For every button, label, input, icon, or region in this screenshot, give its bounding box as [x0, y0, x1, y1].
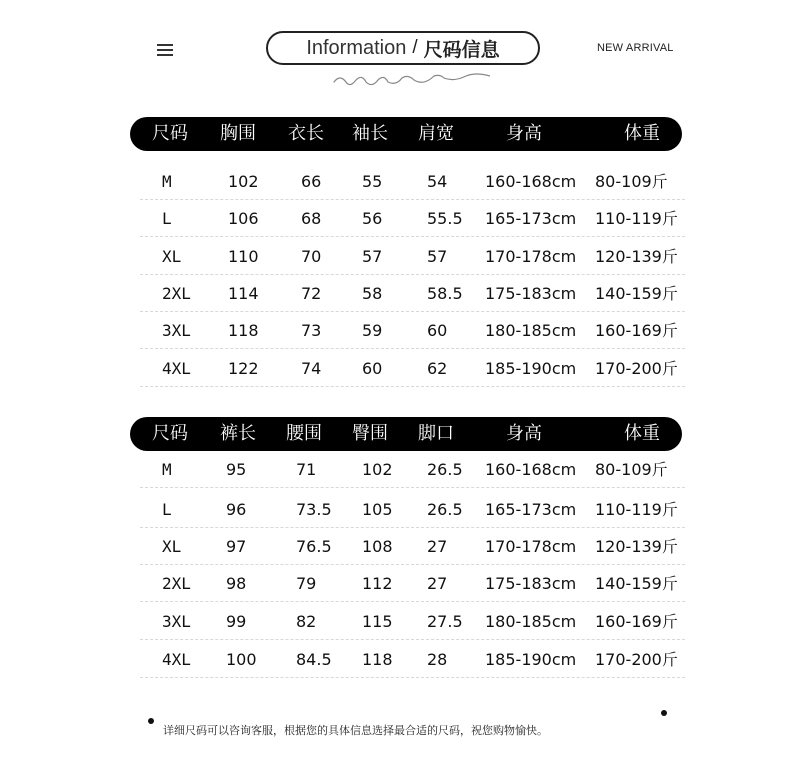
- table-row: [140, 491, 685, 528]
- cell-weight: 80-109斤: [595, 172, 668, 191]
- cell-height: 180-185cm: [485, 612, 577, 631]
- cell-hip: 118: [362, 650, 393, 669]
- row-divider: [140, 677, 685, 678]
- cell-weight: 160-169斤: [595, 612, 678, 631]
- cell-height: 165-173cm: [485, 209, 577, 228]
- header-cell-hip: 臀围: [352, 423, 388, 444]
- row-divider: [140, 386, 685, 387]
- cell-weight: 170-200斤: [595, 650, 678, 669]
- cell-hem: 27: [427, 574, 448, 593]
- header-cell-height: 身高: [506, 423, 542, 444]
- cell-weight: 160-169斤: [595, 321, 678, 340]
- cell-waist: 73.5: [296, 500, 332, 519]
- cell-length: 73: [301, 321, 322, 340]
- cell-length: 72: [301, 284, 322, 303]
- cell-pants-length: 98: [226, 574, 247, 593]
- cell-length: 66: [301, 172, 322, 191]
- bullet-dot: [148, 718, 154, 724]
- header-cell-chest: 胸围: [220, 123, 256, 144]
- cell-shoulder: 54: [427, 172, 448, 191]
- cell-sleeve: 60: [362, 359, 383, 378]
- header-cell-weight: 体重: [624, 423, 660, 444]
- cell-pants-length: 95: [226, 460, 247, 479]
- header-cell-weight: 体重: [624, 123, 660, 144]
- cell-size: 2XL: [162, 574, 191, 593]
- cell-hip: 112: [362, 574, 393, 593]
- cell-sleeve: 56: [362, 209, 383, 228]
- cell-length: 68: [301, 209, 322, 228]
- header-cell-size: 尺码: [152, 423, 188, 444]
- table-row: [140, 451, 685, 488]
- cell-length: 74: [301, 359, 322, 378]
- header-cell-length: 衣长: [288, 123, 324, 144]
- cell-sleeve: 55: [362, 172, 383, 191]
- footer-note: 详细尺码可以咨询客服，根据您的具体信息选择最合适的尺码，祝您购物愉快。: [163, 724, 548, 737]
- cell-size: M: [162, 460, 172, 479]
- cell-size: 3XL: [162, 612, 191, 631]
- bullet-dot: [661, 710, 667, 716]
- row-divider: [140, 639, 685, 640]
- cell-shoulder: 57: [427, 247, 448, 266]
- cell-height: 175-183cm: [485, 284, 577, 303]
- cell-height: 170-178cm: [485, 247, 577, 266]
- cell-weight: 120-139斤: [595, 537, 678, 556]
- header-cell-waist: 腰围: [286, 423, 322, 444]
- title-chinese: 尺码信息: [423, 38, 500, 61]
- cell-waist: 79: [296, 574, 317, 593]
- new-arrival-label: NEW ARRIVAL: [597, 42, 674, 54]
- table-row: [140, 200, 685, 237]
- signature-flourish: [330, 70, 490, 90]
- cell-shoulder: 60: [427, 321, 448, 340]
- page-title: [266, 31, 540, 65]
- cell-size: 4XL: [162, 650, 191, 669]
- cell-size: XL: [162, 537, 182, 556]
- title-separator: /: [412, 37, 418, 58]
- table-row: [140, 163, 685, 200]
- bottom-table-header: [130, 417, 682, 451]
- cell-pants-length: 99: [226, 612, 247, 631]
- row-divider: [140, 348, 685, 349]
- cell-size: L: [162, 209, 172, 228]
- cell-height: 175-183cm: [485, 574, 577, 593]
- menu-icon[interactable]: [157, 44, 173, 58]
- cell-sleeve: 59: [362, 321, 383, 340]
- cell-height: 180-185cm: [485, 321, 577, 340]
- cell-pants-length: 100: [226, 650, 257, 669]
- cell-weight: 80-109斤: [595, 460, 668, 479]
- cell-weight: 110-119斤: [595, 500, 678, 519]
- cell-sleeve: 58: [362, 284, 383, 303]
- cell-hip: 105: [362, 500, 393, 519]
- cell-weight: 110-119斤: [595, 209, 678, 228]
- row-divider: [140, 487, 685, 488]
- cell-chest: 118: [228, 321, 259, 340]
- table-row: [140, 528, 685, 565]
- cell-shoulder: 62: [427, 359, 448, 378]
- cell-chest: 114: [228, 284, 259, 303]
- cell-hip: 102: [362, 460, 393, 479]
- cell-chest: 122: [228, 359, 259, 378]
- table-row: [140, 603, 685, 640]
- header-cell-shoulder: 肩宽: [418, 123, 454, 144]
- cell-height: 160-168cm: [485, 460, 577, 479]
- header-cell-height: 身高: [506, 123, 542, 144]
- table-row: [140, 350, 685, 387]
- cell-height: 185-190cm: [485, 359, 577, 378]
- title-english: Information: [306, 36, 407, 59]
- cell-hem: 27: [427, 537, 448, 556]
- row-divider: [140, 601, 685, 602]
- header-cell-pants-length: 裤长: [220, 423, 256, 444]
- cell-height: 160-168cm: [485, 172, 577, 191]
- cell-shoulder: 55.5: [427, 209, 463, 228]
- cell-shoulder: 58.5: [427, 284, 463, 303]
- cell-chest: 106: [228, 209, 259, 228]
- cell-size: M: [162, 172, 172, 191]
- cell-hip: 115: [362, 612, 393, 631]
- cell-hem: 26.5: [427, 460, 463, 479]
- cell-hem: 26.5: [427, 500, 463, 519]
- cell-pants-length: 96: [226, 500, 247, 519]
- cell-hem: 27.5: [427, 612, 463, 631]
- cell-weight: 170-200斤: [595, 359, 678, 378]
- cell-weight: 140-159斤: [595, 284, 678, 303]
- row-divider: [140, 236, 685, 237]
- cell-size: XL: [162, 247, 182, 266]
- top-table-header: [130, 117, 682, 151]
- cell-waist: 76.5: [296, 537, 332, 556]
- cell-size: 3XL: [162, 321, 191, 340]
- cell-sleeve: 57: [362, 247, 383, 266]
- header-cell-sleeve: 袖长: [352, 123, 388, 144]
- cell-size: 2XL: [162, 284, 191, 303]
- table-row: [140, 565, 685, 602]
- table-row: [140, 641, 685, 678]
- table-row: [140, 238, 685, 275]
- cell-pants-length: 97: [226, 537, 247, 556]
- cell-height: 165-173cm: [485, 500, 577, 519]
- cell-weight: 140-159斤: [595, 574, 678, 593]
- cell-length: 70: [301, 247, 322, 266]
- cell-chest: 110: [228, 247, 259, 266]
- cell-size: L: [162, 500, 172, 519]
- cell-size: 4XL: [162, 359, 191, 378]
- cell-hip: 108: [362, 537, 393, 556]
- table-row: [140, 312, 685, 349]
- header-cell-size: 尺码: [152, 123, 188, 144]
- cell-hem: 28: [427, 650, 448, 669]
- cell-height: 185-190cm: [485, 650, 577, 669]
- cell-height: 170-178cm: [485, 537, 577, 556]
- cell-chest: 102: [228, 172, 259, 191]
- cell-weight: 120-139斤: [595, 247, 678, 266]
- header-cell-hem: 脚口: [418, 423, 454, 444]
- cell-waist: 71: [296, 460, 317, 479]
- table-row: [140, 275, 685, 312]
- cell-waist: 82: [296, 612, 317, 631]
- cell-waist: 84.5: [296, 650, 332, 669]
